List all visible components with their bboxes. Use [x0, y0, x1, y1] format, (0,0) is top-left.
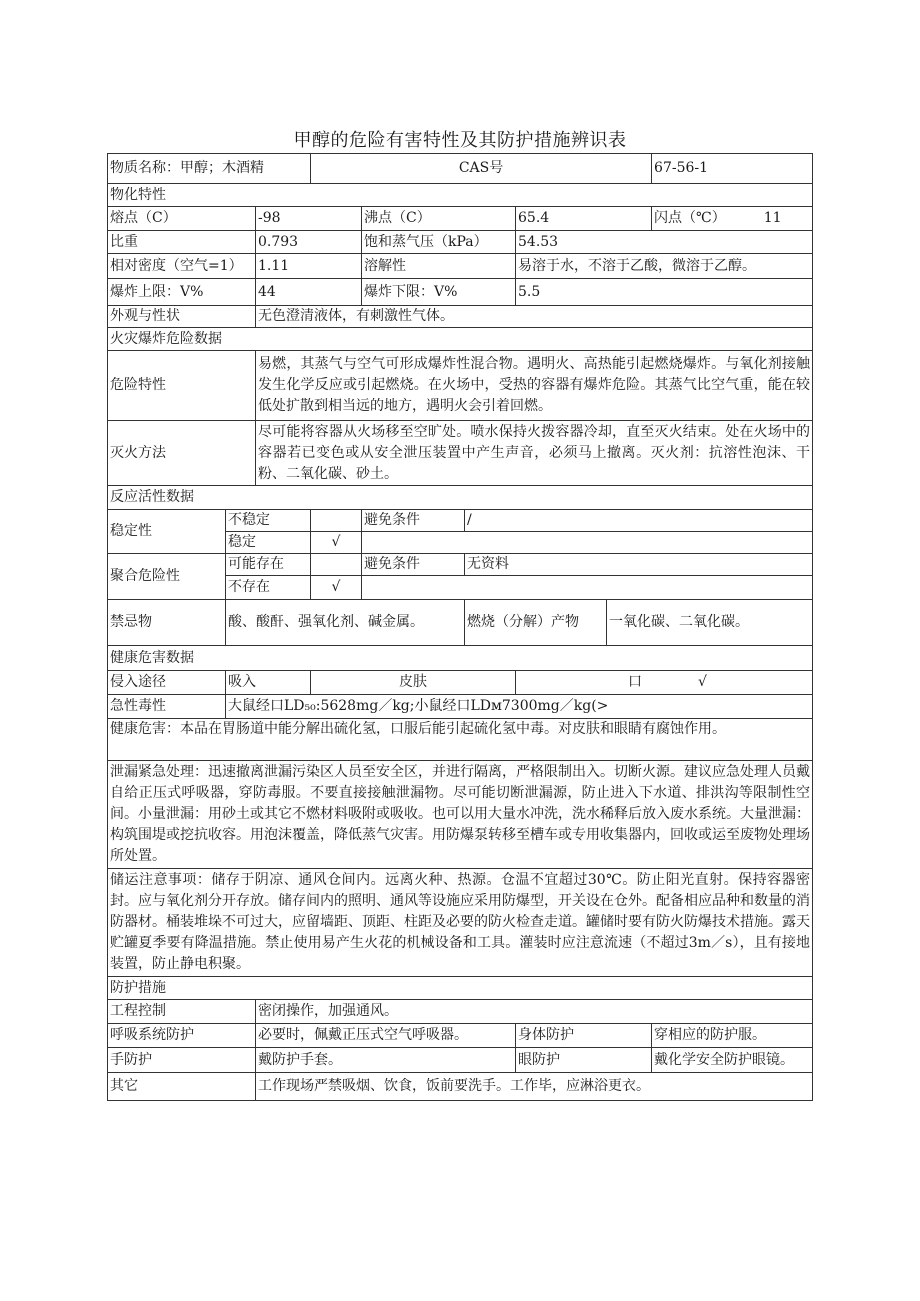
lower-explosive-limit-value: 5.5 [516, 279, 813, 306]
unstable-mark [311, 510, 362, 532]
appearance-value: 无色澄清液体，有刺激性气体。 [256, 306, 813, 328]
may-exist-label: 可能存在 [226, 554, 311, 576]
avoid-conditions-value-2: 无资料 [465, 554, 813, 576]
polymerization-label: 聚合危险性 [108, 554, 226, 600]
avoid-conditions-label-1: 避免条件 [362, 510, 465, 532]
specific-gravity-value: 0.793 [256, 231, 362, 254]
physchem-header: 物化特性 [108, 184, 813, 207]
eye-protection-label: 眼防护 [516, 1048, 652, 1073]
stable-mark: √ [311, 532, 362, 554]
acute-toxicity-value: 大鼠经口LD₅₀:5628mg／kg;小鼠经口LDм7300mg／kg(> [226, 695, 813, 719]
flash-point-cell [652, 207, 813, 231]
hazard-label: 危险特性 [108, 351, 256, 421]
cas-value: 67-56-1 [652, 154, 813, 184]
engineering-control-label: 工程控制 [108, 1000, 256, 1024]
respiratory-protection-value: 必要时，佩戴正压式空气呼吸器。 [256, 1024, 516, 1048]
solubility-label: 溶解性 [362, 254, 516, 279]
hand-protection-value: 戴防护手套。 [256, 1048, 516, 1073]
msds-table [107, 153, 813, 1101]
exposure-route-label: 侵入途径 [108, 671, 226, 695]
upper-explosive-limit-value: 44 [256, 279, 362, 306]
not-exist-label: 不存在 [226, 576, 311, 600]
relative-density-value: 1.11 [256, 254, 362, 279]
acute-toxicity-label: 急性毒性 [108, 695, 226, 719]
not-exist-blank [362, 576, 813, 600]
flash-point-label: 闪点（℃） [654, 210, 726, 226]
eye-protection-value: 戴化学安全防护眼镜。 [652, 1048, 813, 1073]
protection-header: 防护措施 [108, 977, 813, 1000]
substance-name: 物质名称：甲醇；木酒精 [108, 154, 311, 184]
route-oral-mark: √ [698, 674, 707, 690]
fire-header: 火灾爆炸危险数据 [108, 328, 813, 351]
extinguishing-value: 尽可能将容器从火场移至空旷处。喷水保持火拨容器冷却，直至灭火结束。处在火场中的容器若已变色或从安全泄压装置中产生声音，必须马上撤离。灭火剂：抗溶性泡沫、干粉、二氧化碳、砂土。 [256, 421, 813, 486]
upper-explosive-limit-label: 爆炸上限：V% [108, 279, 256, 306]
respiratory-protection-label: 呼吸系统防护 [108, 1024, 256, 1048]
specific-gravity-label: 比重 [108, 231, 256, 254]
other-label: 其它 [108, 1073, 256, 1101]
hazard-value: 易燃，其蒸气与空气可形成爆炸性混合物。遇明火、高热能引起燃烧爆炸。与氧化剂接触发生化学反应或引起燃烧。在火场中，受热的容器有爆炸危险。其蒸气比空气重，能在较低处扩散到相当远的地方，遇明火会引着回燃。 [256, 351, 813, 421]
route-oral-cell [516, 671, 813, 695]
reactivity-header: 反应活性数据 [108, 486, 813, 510]
lower-explosive-limit-label: 爆炸下限：V% [362, 279, 516, 306]
stability-label: 稳定性 [108, 510, 226, 554]
incompatible-value: 酸、酸酐、强氧化剂、碱金属。 [226, 600, 465, 646]
page-title: 甲醇的危险有害特性及其防护措施辨识表 [293, 130, 627, 151]
engineering-control-value: 密闭操作，加强通风。 [256, 1000, 813, 1024]
flash-point-value: 11 [763, 210, 782, 226]
spill-response-text: 泄漏紧急处理：迅速撤离泄漏污染区人员至安全区，并进行隔离，严格限制出入。切断火源。建议应急处理人员戴自给正压式呼吸器，穿防毒服。不要直接接触泄漏物。尽可能切断泄漏源，防止进入下水道、排洪沟等限制性空间。小量泄漏：用砂土或其它不燃材料吸附或吸收。也可以用大量水冲洗，洗水稀释后放入废水系统。大量泄漏：构筑围堤或挖抗收容。用泡沫覆盖，降低蒸气灾害。用防爆泵转移至槽车或专用收集器内，回收或运至废物处理场所处置。 [108, 761, 813, 869]
solubility-value: 易溶于水，不溶于乙酸，微溶于乙醇。 [516, 254, 813, 279]
other-value: 工作现场严禁吸烟、饮食，饭前要洗手。工作毕，应淋浴更衣。 [256, 1073, 813, 1101]
route-skin: 皮肤 [311, 671, 516, 695]
combustion-products-value: 一氧化碳、二氧化碳。 [607, 600, 813, 646]
not-exist-mark: √ [311, 576, 362, 600]
avoid-conditions-value-1: / [465, 510, 813, 532]
relative-density-label: 相对密度（空气=1） [108, 254, 256, 279]
boiling-point-label: 沸点（C） [362, 207, 516, 231]
extinguishing-label: 灭火方法 [108, 421, 256, 486]
boiling-point-value: 65.4 [516, 207, 652, 231]
may-exist-mark [311, 554, 362, 576]
appearance-label: 外观与性状 [108, 306, 256, 328]
hand-protection-label: 手防护 [108, 1048, 256, 1073]
body-protection-label: 身体防护 [516, 1024, 652, 1048]
vapor-pressure-label: 饱和蒸气压（kPa） [362, 231, 516, 254]
vapor-pressure-value: 54.53 [516, 231, 813, 254]
stable-label: 稳定 [226, 532, 311, 554]
storage-transport-text: 储运注意事项：储存于阴凉、通风仓间内。远离火种、热源。仓温不宜超过30℃。防止阳光直射。保持容器密封。应与氧化剂分开存放。储存间内的照明、通风等设施应采用防爆型，开关设在仓外。配备相应品种和数量的消防器材。桶装堆垛不可过大，应留墙距、顶距、柱距及必要的防火检查走道。罐储时要有防火防爆技术措施。露天贮罐夏季要有降温措施。禁止使用易产生火花的机械设备和工具。灌装时应注意流速（不超过3m／s），且有接地装置，防止静电积聚。 [108, 869, 813, 977]
stable-blank [362, 532, 813, 554]
route-oral: 口 [628, 674, 642, 690]
health-hazard-text: 健康危害：本品在胃肠道中能分解出硫化氢，口服后能引起硫化氢中毒。对皮肤和眼睛有腐蚀作用。 [108, 719, 813, 761]
combustion-products-label: 燃烧（分解）产物 [465, 600, 607, 646]
route-inhalation: 吸入 [226, 671, 311, 695]
melting-point-value: -98 [256, 207, 362, 231]
unstable-label: 不稳定 [226, 510, 311, 532]
melting-point-label: 熔点（C） [108, 207, 256, 231]
health-header: 健康危害数据 [108, 646, 813, 671]
incompatible-label: 禁忌物 [108, 600, 226, 646]
body-protection-value: 穿相应的防护服。 [652, 1024, 813, 1048]
avoid-conditions-label-2: 避免条件 [362, 554, 465, 576]
cas-label: CAS号 [311, 154, 652, 184]
